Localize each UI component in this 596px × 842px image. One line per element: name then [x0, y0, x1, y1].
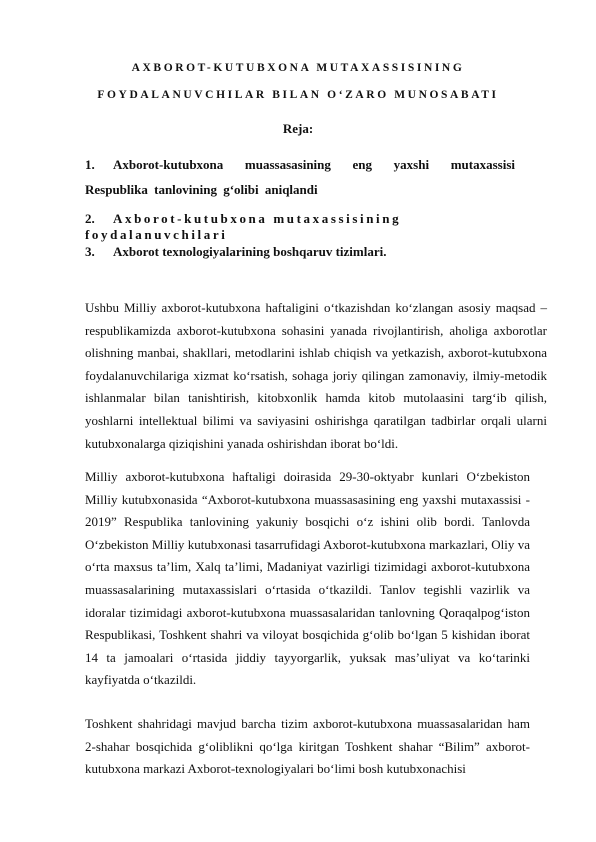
plan-item-text: Axborot-kutubxona mutaxassisining foydalanuvchilari [85, 211, 402, 242]
plan-item-number: 1. [85, 157, 95, 172]
plan-item-text: Axborot texnologiyalarining boshqaruv tizimlari. [113, 244, 387, 259]
plan-item-text: Axborot-kutubxona muassasasining eng yaxshi mutaxassisi Respublika tanlovining g‘olibi aniqlandi [85, 157, 515, 197]
plan-item-number: 2. [85, 211, 95, 226]
document-title-line-1: AXBOROT-KUTUBXONA MUTAXASSISINING [131, 62, 465, 74]
plan-item-number: 3. [85, 244, 95, 259]
body-paragraph-1: Ushbu Milliy axborot-kutubxona haftaligini o‘tkazishdan ko‘zlangan asosiy maqsad – respublikamizda axborot-kutubxona sohasini yanada rivojlantirish, aholiga axborotlar olishning manbai, shakllari, metodlarini ishlab chiqish va yetkazish, axborot-kutubxona foydalanuvchilariga xizmat ko‘rsatish, sohaga joriy qilingan zamonaviy, ilmiy-metodik ishlanmalar bilan tanishtirish, kitobxonlik hamda kitob mutolaasini targ‘ib qilish, yoshlarni intellektual bilimi va saviyasini oshirishga qaratilgan tadbirlar orqali ularni kutubxonalarga qiziqishini yanada oshirishdan iborat bo‘ldi. [85, 300, 547, 451]
plan-item-3 [85, 244, 515, 260]
body-paragraph-3: Toshkent shahridagi mavjud barcha tizim axborot-kutubxona muassasalaridan ham 2-shahar bosqichida g‘oliblikni qo‘lga kiritgan Toshkent shahar “Bilim” axborot-kutubxona markazi Axborot-texnologiyalari bo‘limi bosh kutubxonachisi [85, 716, 530, 777]
document-title-line-2: FOYDALANUVCHILAR BILAN O‘ZARO MUNOSABATI [97, 89, 499, 101]
plan-heading: Reja: [282, 121, 314, 136]
plan-item-2 [85, 211, 515, 243]
body-paragraph-2: Milliy axborot-kutubxona haftaligi doirasida 29-30-oktyabr kunlari O‘zbekiston Milliy kutubxonasida “Axborot-kutubxona muassasasining eng yaxshi mutaxassisi - 2019” Respublika tanlovining yakuniy bosqichi o‘z ishini olib bordi. Tanlovda O‘zbekiston Milliy kutubxonasi tasarrufidagi Axborot-kutubxona markazlari, Oliy va o‘rta maxsus ta’lim, Xalq ta’limi, Madaniyat vazirligi tizimidagi axborot-kutubxona muassasalarining mutaxassislari o‘rtasida o‘tkazildi. Tanlov tegishli vazirlik va idoralar tizimidagi axborot-kutubxona muassasalaridan tanlovning Qoraqalpog‘iston Respublikasi, Toshkent shahri va viloyat bosqichida g‘olib bo‘lgan 5 kishidan iborat 14 ta jamoalari o‘rtasida jiddiy tayyorgarlik, yuksak mas’uliyat va ko‘tarinki kayfiyatda o‘tkazildi. [85, 469, 530, 688]
plan-item-1 [85, 152, 515, 202]
